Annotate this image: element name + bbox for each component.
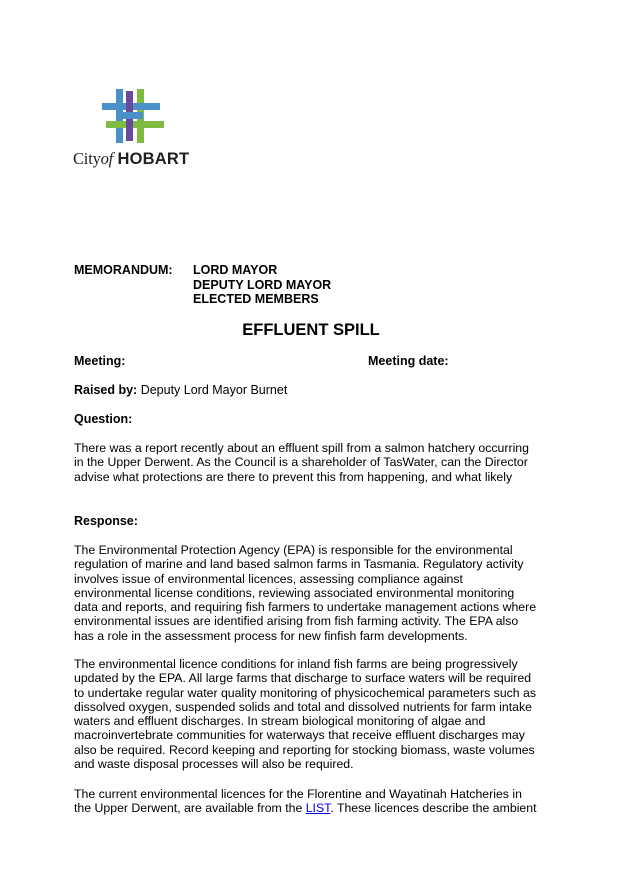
response-heading: Response: bbox=[74, 514, 138, 528]
response-paragraph-3 bbox=[74, 787, 550, 816]
list-link[interactable]: LIST bbox=[305, 801, 331, 816]
text-line: data and reports, and requiring fish farmers to undertake management actions where bbox=[74, 600, 537, 615]
response-paragraph-2 bbox=[74, 657, 550, 771]
text-line: involves issue of environmental licences, assessing compliance against bbox=[74, 571, 463, 586]
question-heading: Question: bbox=[74, 412, 133, 426]
text-line: in the Upper Derwent. As the Council is a shareholder of TasWater, can the Director bbox=[74, 455, 528, 470]
meeting-date-label: Meeting date: bbox=[368, 354, 449, 368]
hobart-cross-icon bbox=[102, 89, 164, 143]
raised-by-label: Raised by: bbox=[74, 383, 138, 397]
logo-city-text: City bbox=[73, 149, 101, 168]
meeting-label: Meeting: bbox=[74, 354, 126, 368]
text-line: advise what protections are there to prevent this from happening, and what likely bbox=[74, 469, 513, 484]
text-line: regulation of marine and land based salmon farms in Tasmania. Regulatory activity bbox=[74, 557, 524, 572]
text-line: to undertake regular water quality monitoring of physicochemical parameters such as bbox=[74, 685, 537, 700]
response-paragraph-1 bbox=[74, 543, 550, 643]
raised-by-value: Deputy Lord Mayor Burnet bbox=[137, 383, 288, 397]
text-line: updated by the EPA. All large farms that discharge to surface waters will be required bbox=[74, 671, 532, 686]
logo-hobart-text: HOBART bbox=[117, 150, 190, 168]
text-line: macroinvertebrate communities for waterways that receive effluent discharges may bbox=[74, 728, 525, 743]
logo-of-text: of bbox=[100, 149, 114, 168]
logo-wordmark bbox=[73, 149, 189, 169]
memo-recipients bbox=[193, 263, 331, 307]
text-line: waters and effluent discharges. In stream biological monitoring of algae and bbox=[74, 714, 486, 729]
text-line: dissolved oxygen, suspended solids and total and dissolved nutrients for farm intake bbox=[74, 699, 532, 714]
question-text bbox=[74, 441, 550, 484]
page-title: EFFLUENT SPILL bbox=[242, 321, 380, 339]
text-line: environmental license conditions, reviewing associated environmental monitoring bbox=[74, 585, 515, 600]
memo-recipient: DEPUTY LORD MAYOR bbox=[193, 277, 332, 292]
text-line: also be required. Record keeping and reporting for stocking biomass, waste volumes bbox=[74, 742, 535, 757]
text-line: The Environmental Protection Agency (EPA) is responsible for the environmental bbox=[74, 543, 513, 557]
text-line: There was a report recently about an effluent spill from a salmon hatchery occurring bbox=[74, 441, 529, 455]
memo-recipient: LORD MAYOR bbox=[193, 263, 278, 277]
raised-by bbox=[74, 383, 287, 397]
text-line: environmental issues are identified arising from fish farming activity. The EPA also bbox=[74, 614, 519, 629]
text-segment: the Upper Derwent, are available from the bbox=[74, 801, 306, 816]
text-line: The current environmental licences for the Florentine and Wayatinah Hatcheries in bbox=[74, 787, 522, 801]
text-line: The environmental licence conditions for inland fish farms are being progressively bbox=[74, 657, 518, 671]
memo-recipient: ELECTED MEMBERS bbox=[193, 292, 319, 307]
text-line bbox=[74, 801, 550, 815]
text-segment: . These licences describe the ambient bbox=[330, 801, 537, 816]
text-line: and waste disposal processes will also be required. bbox=[74, 757, 354, 772]
text-line: has a role in the assessment process for new finfish farm developments. bbox=[74, 628, 468, 643]
memo-label: MEMORANDUM: bbox=[74, 263, 173, 277]
city-of-hobart-logo bbox=[73, 85, 198, 175]
